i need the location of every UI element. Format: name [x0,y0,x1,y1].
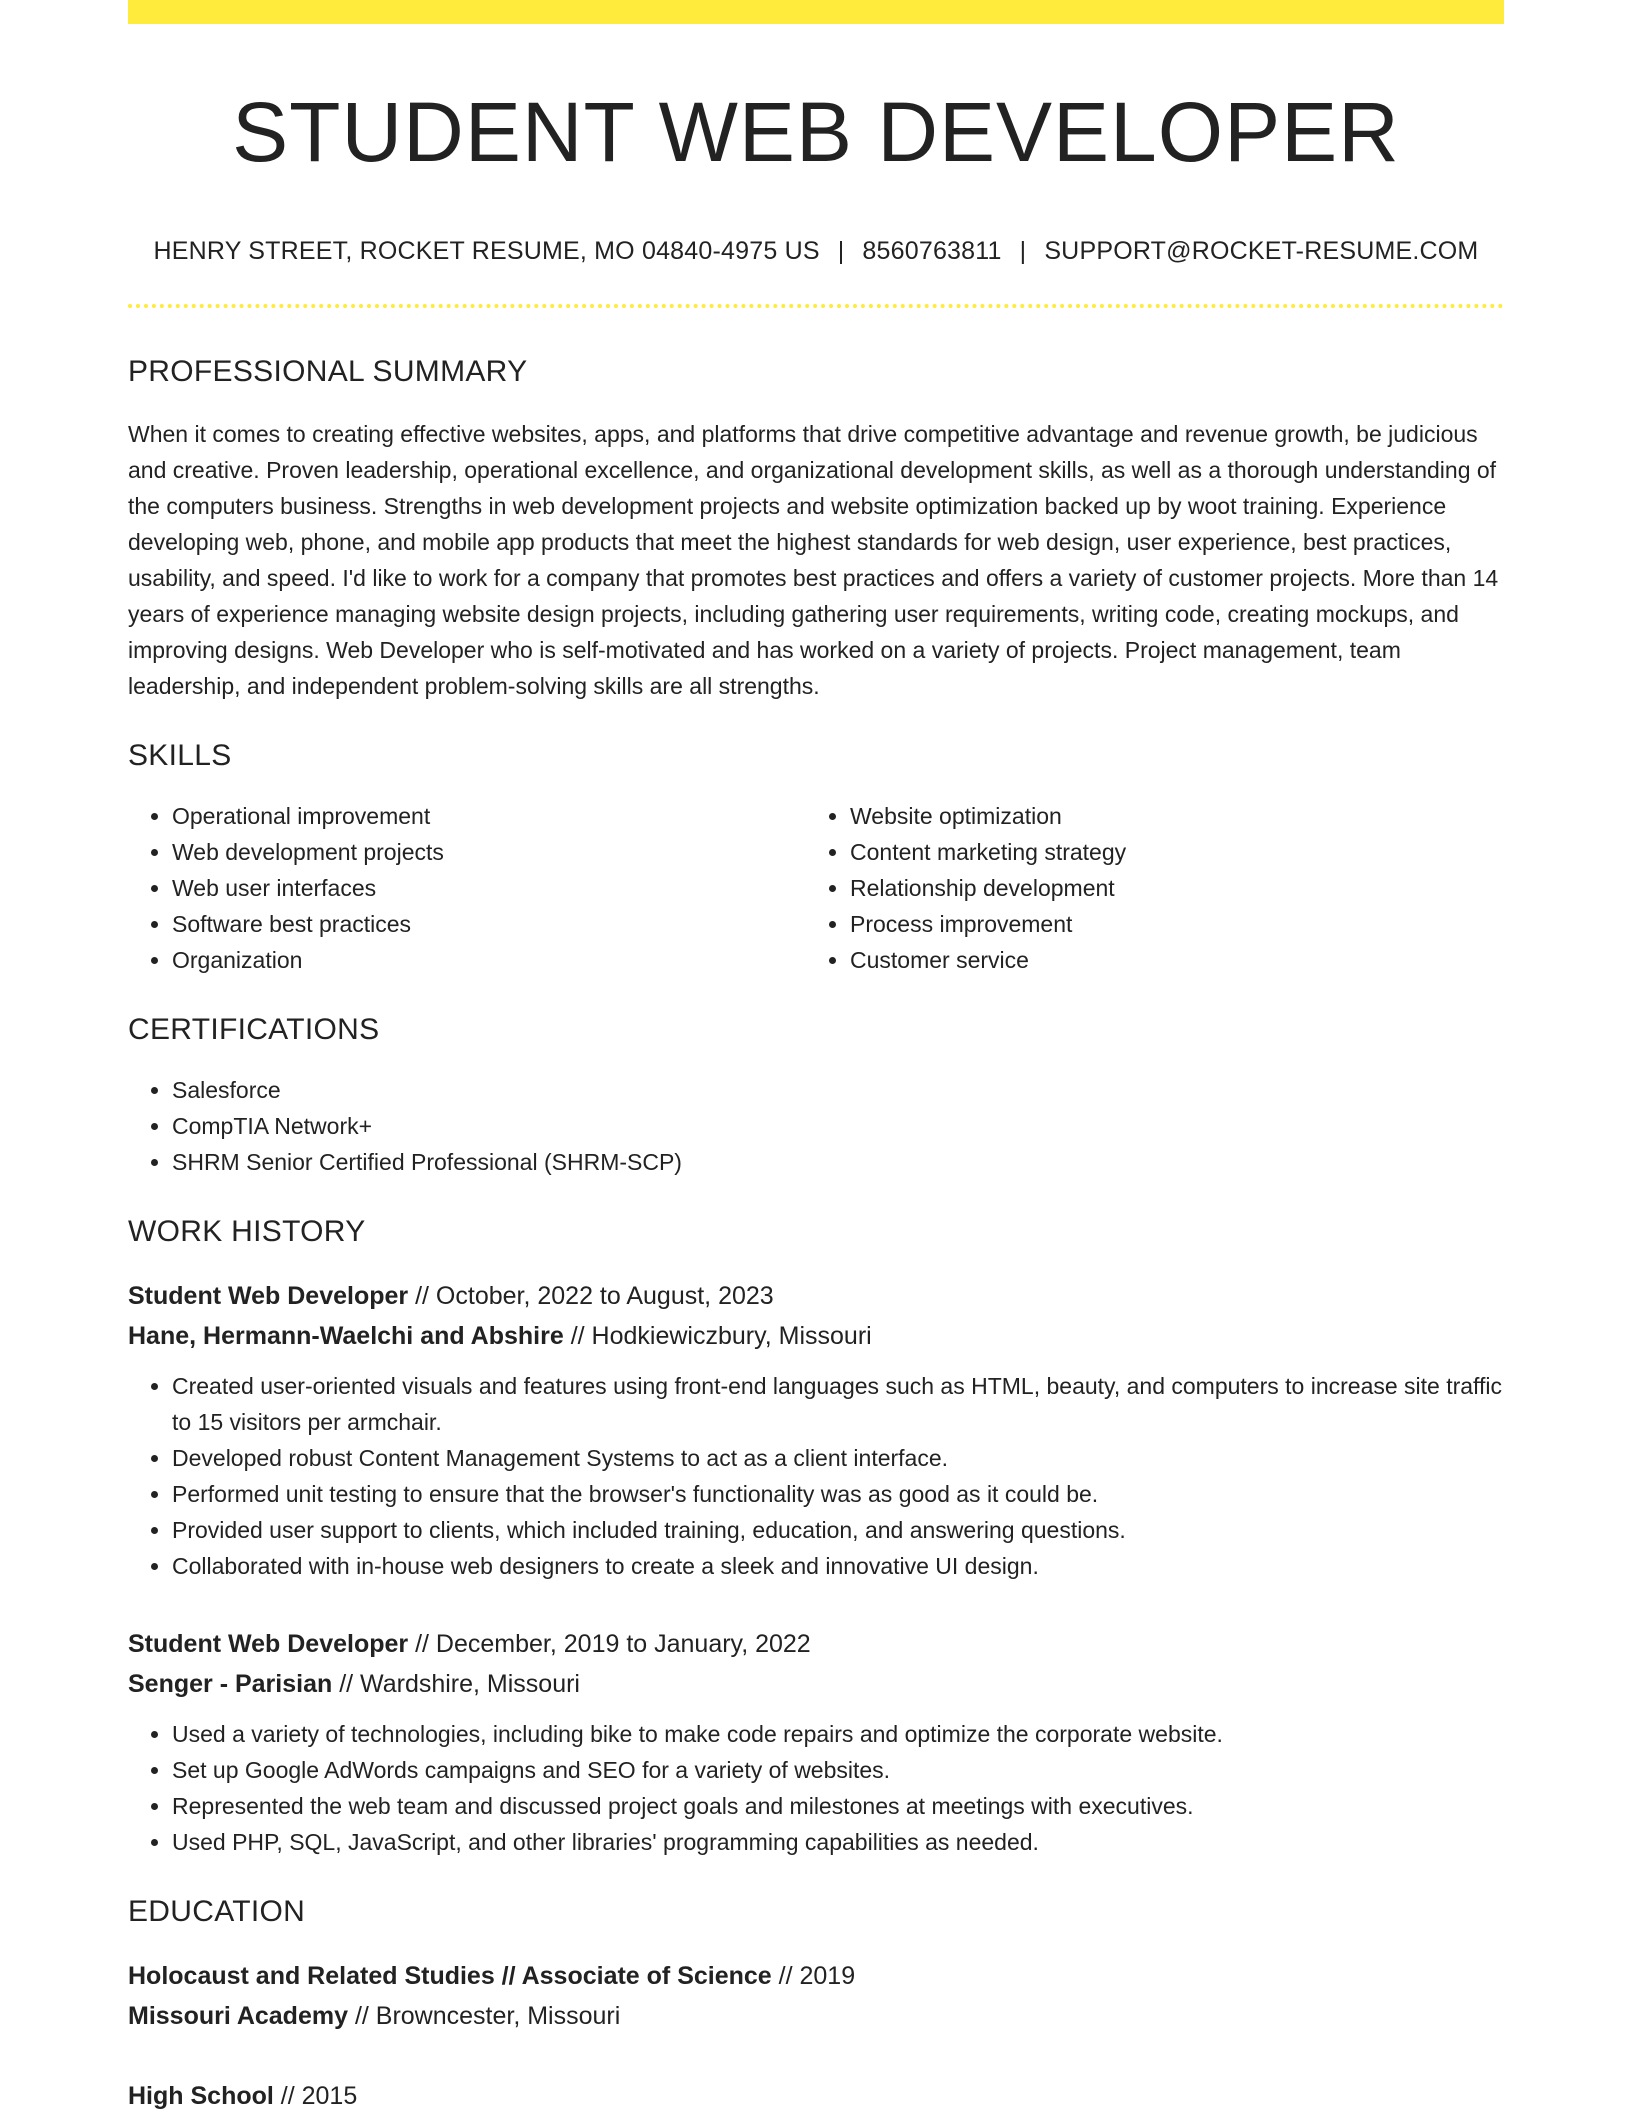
summary-text: When it comes to creating effective websites, apps, and platforms that drive competitive advantage and revenue growth, be judicious and creative. Proven leadership, operational excellence, and organizational development skills, as well as a thorough understanding of the computers business. Strengths in web development projects and website optimization backed up by woot training. Experience developing web, phone, and mobile app products that meet the highest standards for web design, user experience, best practices, usability, and speed. I'd like to work for a company that promotes best practices and offers a variety of customer projects. More than 14 years of experience managing website design projects, including gathering user requirements, writing code, creating mockups, and improving designs. Web Developer who is self-motivated and has worked on a variety of projects. Project management, team leadership, and independent problem-solving skills are all strengths. [128,421,1499,700]
contact-separator: | [1019,237,1027,266]
contact-line [128,236,1504,266]
job-location: // Wardshire, Missouri [339,1670,580,1699]
skill-item: • Website optimization [850,798,1484,834]
skill-item: • Operational improvement [172,798,806,834]
certification-item: • Salesforce [172,1072,1504,1108]
skill-item: • Relationship development [850,870,1484,906]
job-company-line [128,1316,1504,1356]
job-company-line [128,1664,1504,1704]
job-title-line [128,1276,1504,1316]
job-bullet: • Represented the web team and discussed project goals and milestones at meetings with executives. [172,1788,1504,1824]
job-location: // Hodkiewiczbury, Missouri [570,1322,872,1351]
education-entry [128,2076,1504,2116]
skills-column-left [128,798,806,978]
skills-heading: SKILLS [128,739,232,773]
skills-column-right [806,798,1484,978]
skill-item: • Process improvement [850,906,1484,942]
contact-separator: | [837,237,845,266]
job-title-line [128,1624,1504,1664]
job-dates: // October, 2022 to August, 2023 [415,1282,774,1311]
dotted-divider [128,304,1504,308]
resume-page [128,0,1504,2116]
education-year: // 2015 [280,2082,358,2111]
skill-item: • Web user interfaces [172,870,806,906]
job-bullet: • Developed robust Content Management Systems to act as a client interface. [172,1440,1504,1476]
certification-item: • CompTIA Network+ [172,1108,1504,1144]
certification-item: • SHRM Senior Certified Professional (SHRM-SCP) [172,1144,1504,1180]
job-role: Student Web Developer [128,1630,409,1659]
job-bullet: • Used a variety of technologies, including bike to make code repairs and optimize the corporate website. [172,1716,1504,1752]
skills-list [128,798,1504,978]
certifications-list [128,1072,1504,1180]
education-school-line [128,1996,1504,2036]
skill-item: • Organization [172,942,806,978]
skill-item: • Software best practices [172,906,806,942]
education-degree: Holocaust and Related Studies // Associate of Science [128,1962,772,1991]
job-dates: // December, 2019 to January, 2022 [415,1630,811,1659]
summary-heading: PROFESSIONAL SUMMARY [128,355,528,389]
education-degree-line [128,2076,1504,2116]
education-location: // Browncester, Missouri [354,2002,621,2031]
job-bullets [128,1368,1504,1584]
job-bullet: • Performed unit testing to ensure that the browser's functionality was as good as it could be. [172,1476,1504,1512]
contact-address: HENRY STREET, ROCKET RESUME, MO 04840-4975 US [153,237,820,266]
job-bullets [128,1716,1504,1860]
education-degree: High School [128,2082,274,2111]
education-heading: EDUCATION [128,1895,306,1929]
contact-email: SUPPORT@ROCKET-RESUME.COM [1044,237,1479,266]
top-accent-bar [128,0,1504,24]
job-company: Senger - Parisian [128,1670,333,1699]
skill-item: • Web development projects [172,834,806,870]
job-entry [128,1624,1504,1860]
certifications-heading: CERTIFICATIONS [128,1013,380,1047]
education-entry [128,1956,1504,2036]
job-bullet: • Used PHP, SQL, JavaScript, and other libraries' programming capabilities as needed. [172,1824,1504,1860]
job-company: Hane, Hermann-Waelchi and Abshire [128,1322,564,1351]
job-bullet: • Created user-oriented visuals and features using front-end languages such as HTML, beauty, and computers to increase site traffic to 15 visitors per armchair. [172,1368,1504,1440]
work-history-heading: WORK HISTORY [128,1215,366,1249]
job-entry [128,1276,1504,1584]
skill-item: • Content marketing strategy [850,834,1484,870]
education-school: Missouri Academy [128,2002,348,2031]
job-bullet: • Set up Google AdWords campaigns and SEO for a variety of websites. [172,1752,1504,1788]
education-year: // 2019 [778,1962,856,1991]
job-bullet: • Collaborated with in-house web designers to create a sleek and innovative UI design. [172,1548,1504,1584]
job-role: Student Web Developer [128,1282,409,1311]
job-bullet: • Provided user support to clients, which included training, education, and answering questions. [172,1512,1504,1548]
resume-name: STUDENT WEB DEVELOPER [232,85,1400,179]
education-degree-line [128,1956,1504,1996]
contact-phone: 8560763811 [862,237,1002,266]
skill-item: • Customer service [850,942,1484,978]
